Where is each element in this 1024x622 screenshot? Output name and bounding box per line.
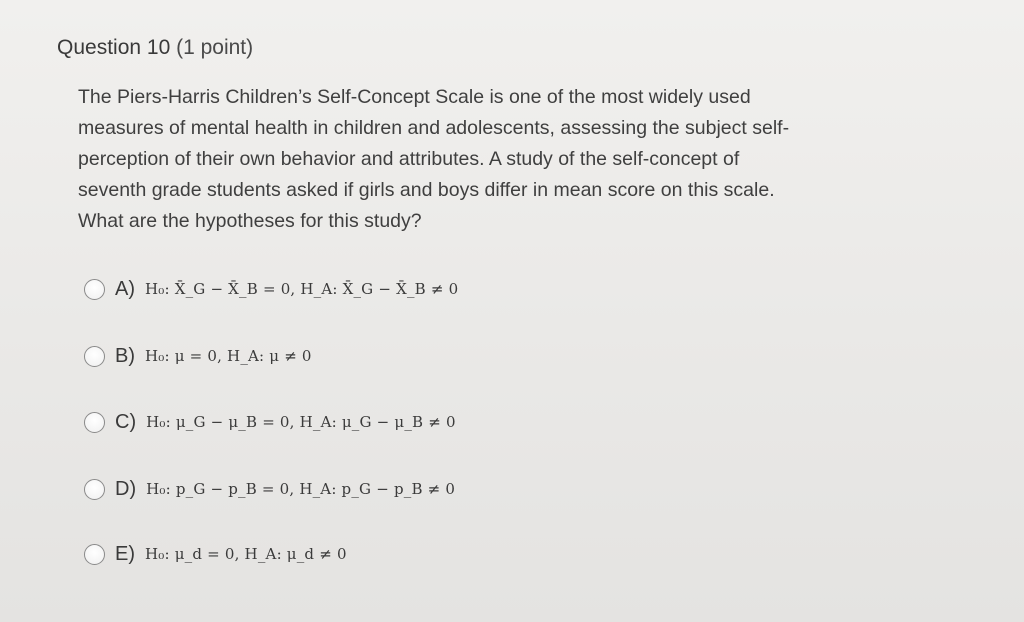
question-text (78, 82, 878, 237)
radio-button-c[interactable] (84, 412, 105, 433)
option-formula-b: H₀: μ = 0, H_A: μ ≠ 0 (145, 347, 312, 365)
answer-option-d[interactable] (84, 474, 455, 504)
question-points: (1 point) (176, 36, 254, 59)
radio-button-b[interactable] (84, 346, 105, 367)
option-formula-e: H₀: μ_d = 0, H_A: μ_d ≠ 0 (145, 545, 347, 563)
option-letter-c: C) (115, 410, 137, 433)
answer-option-a[interactable] (84, 274, 458, 304)
radio-button-a[interactable] (84, 279, 105, 300)
question-number: Question 10 (57, 36, 171, 59)
question-text-line: The Piers-Harris Children’s Self-Concept Scale is one of the most widely used (78, 86, 751, 108)
question-text-line: What are the hypotheses for this study? (78, 210, 422, 232)
question-text-line: perception of their own behavior and attributes. A study of the self-concept of (78, 148, 740, 170)
question-title (57, 36, 253, 60)
answer-option-c[interactable] (84, 407, 456, 437)
option-letter-d: D) (115, 477, 137, 500)
answer-option-b[interactable] (84, 341, 312, 371)
answer-option-e[interactable] (84, 539, 347, 569)
option-letter-b: B) (115, 344, 135, 367)
option-formula-a: H₀: X̄_G − X̄_B = 0, H_A: X̄_G − X̄_B ≠ 0 (145, 280, 459, 298)
option-letter-e: E) (115, 542, 135, 565)
question-text-line: seventh grade students asked if girls and boys differ in mean score on this scale. (78, 179, 775, 201)
radio-button-d[interactable] (84, 479, 105, 500)
radio-button-e[interactable] (84, 544, 105, 565)
question-text-line: measures of mental health in children and adolescents, assessing the subject self- (78, 117, 790, 139)
option-letter-a: A) (115, 277, 135, 300)
option-formula-c: H₀: μ_G − μ_B = 0, H_A: μ_G − μ_B ≠ 0 (146, 413, 456, 431)
option-formula-d: H₀: p_G − p_B = 0, H_A: p_G − p_B ≠ 0 (146, 480, 456, 498)
